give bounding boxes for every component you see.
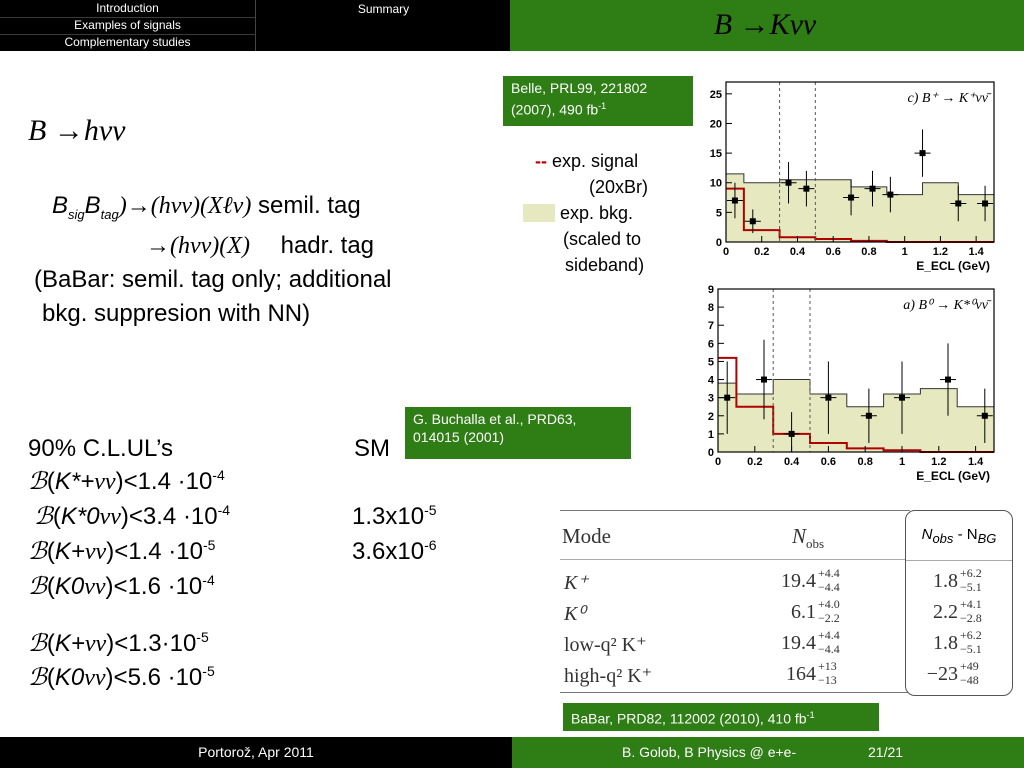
x-tick-label: 1	[901, 246, 908, 258]
row-diff-err: +6.2 −5.1	[960, 628, 982, 656]
x-tick-label: 0.8	[861, 246, 877, 258]
belle-plot-neutral	[700, 283, 1000, 493]
x-tick-label: 1.4	[967, 456, 984, 468]
limits-header-sm: SM	[354, 435, 390, 462]
limit-exp: -4	[202, 572, 215, 588]
limit-value: <1.4 ·10	[114, 538, 203, 565]
legend-bkg-note2: sideband)	[565, 255, 645, 275]
row-nobs: 19.4	[781, 632, 816, 654]
x-tick-label: 0	[714, 456, 722, 468]
data-point	[887, 192, 893, 198]
y-tick-label: 15	[709, 148, 722, 161]
nav-summary-label: Summary	[357, 2, 410, 16]
data-point	[732, 198, 738, 204]
table-rule	[906, 560, 1012, 561]
y-tick-label: 0	[715, 237, 722, 249]
data-point	[761, 377, 767, 383]
legend-bkg: exp. bkg.	[560, 203, 634, 223]
slide-title: B →Kνν	[713, 8, 817, 41]
row-mode: high-q² K⁺	[564, 665, 653, 687]
limit-value: <1.6 ·10	[113, 573, 203, 600]
limit-mode: K0	[54, 573, 85, 600]
row-mode: K⁰	[564, 603, 586, 625]
row-diff-err: +49 −48	[960, 659, 979, 687]
y-tick-label: 9	[707, 284, 714, 296]
data-point	[955, 200, 961, 206]
nav-sections	[0, 0, 255, 51]
data-point	[750, 218, 756, 224]
bkg-swatch	[523, 204, 555, 222]
limit-row: ℬ(K0νν)<1.6 $\cdot 10^{-4}$	[28, 572, 215, 600]
limit-value: <1.3·10	[114, 630, 197, 657]
table-row	[560, 597, 1012, 629]
row-mode: K⁺	[564, 572, 588, 594]
table-rule	[560, 559, 910, 560]
belle-reference: Belle, PRL99, 221802 (2007), 490 $fb^{-1}$	[503, 76, 693, 126]
footer-page-number: 21/21	[868, 744, 904, 760]
row-nobs-err: +4.4 −4.4	[818, 566, 840, 594]
sm-value: $1.3x10^{-5}$	[352, 502, 437, 530]
row-diff: 1.8	[933, 570, 958, 592]
footer-author	[512, 737, 1024, 768]
limit-exp: -5	[202, 537, 216, 553]
y-tick-label: 1	[707, 428, 714, 441]
row-nobs: 19.4	[781, 570, 816, 592]
tag2-label: hadr. tag	[280, 232, 375, 259]
x-tick-label: 0.2	[747, 456, 763, 468]
tag1-formula: )→(hνν)(Xℓν)	[118, 193, 252, 219]
x-tick-label: 0.6	[820, 456, 837, 468]
limit-mode: K+	[54, 538, 85, 565]
table-rule	[560, 692, 910, 693]
row-diff: 1.8	[933, 632, 958, 654]
col-header-nobs: $N_{obs}$	[792, 524, 825, 552]
limit-row: ℬ(K0νν)<5.6 $\cdot 10^{-5}$	[28, 663, 215, 691]
data-point	[982, 200, 988, 206]
babar-table	[560, 510, 1012, 695]
limit-mode: K0	[54, 664, 85, 691]
row-nobs-err: +4.0 −2.2	[818, 597, 840, 625]
table-row	[560, 659, 1012, 691]
limit-row: ℬ(K*0νν)<3.4 $\cdot 10^{-4}$	[34, 502, 231, 530]
limit-mode: K+	[54, 630, 85, 657]
limit-row: ℬ(K*+νν)<1.4 $\cdot 10^{-4}$	[28, 467, 225, 495]
data-point	[724, 395, 730, 401]
x-tick-label: 0	[722, 246, 730, 258]
y-tick-label: 20	[709, 118, 722, 131]
limit-row: $ℬ(K+\nu\nu)<1.3\cdot 10^{-5}$	[28, 629, 209, 657]
data-point	[825, 395, 831, 401]
data-point	[848, 195, 854, 201]
nav-introduction[interactable]: Introduction	[96, 1, 159, 15]
limit-row: ℬ(K+νν)<1.4 $\cdot 10^{-5}$	[28, 537, 216, 565]
y-tick-label: 0	[707, 447, 714, 459]
belle-plot-charged	[700, 78, 1000, 278]
x-tick-label: 1	[898, 456, 906, 468]
limits-header-ul: 90% C.L.UL’s	[28, 435, 173, 462]
x-tick-label: 1.2	[932, 246, 949, 258]
table-rule	[560, 510, 910, 511]
limit-mode: K*0	[60, 503, 100, 530]
limit-exp: -5	[202, 663, 215, 679]
signal-line-sample: --	[535, 151, 547, 171]
col-header-mode: Mode	[562, 524, 611, 548]
table-row	[560, 628, 1012, 660]
data-point	[982, 413, 988, 419]
y-tick-label: 8	[707, 302, 714, 315]
x-tick-label: 0.8	[857, 456, 873, 468]
nav-complementary[interactable]: Complementary studies	[64, 35, 191, 49]
y-tick-label: 5	[707, 356, 714, 369]
row-nobs: 164	[786, 663, 816, 685]
background-histogram	[726, 174, 994, 242]
y-tick-label: 6	[707, 338, 714, 351]
legend-bkg-note: (scaled to	[563, 229, 642, 249]
plot-legend	[535, 148, 648, 278]
x-axis-label: E_ECL (GeV)	[916, 259, 990, 273]
section-heading: B →hνν	[28, 114, 126, 147]
y-tick-label: 10	[709, 177, 722, 190]
background-histogram	[718, 380, 994, 452]
limit-exp: -4	[217, 502, 231, 518]
y-tick-label: 25	[709, 88, 722, 101]
row-diff-err: +6.2 −5.1	[960, 566, 982, 594]
tag2-formula: →(hνν)(X)	[146, 233, 250, 259]
sm-value: $3.6x10^{-6}$	[352, 537, 437, 565]
data-point	[789, 431, 795, 437]
row-nobs: 6.1	[791, 601, 816, 623]
buchalla-reference: G. Buchalla et al., PRD63, 014015 (2001)	[405, 407, 631, 459]
babar-reference: BaBar, PRD82, 112002 (2010), 410 $fb^{-1}$	[563, 703, 879, 731]
tag-line-semileptonic: $B_{sig}B_{tag})\to(h\nu\nu)(X\ell\nu)$ semil. tag	[52, 192, 361, 222]
footer-author-text: B. Golob, B Physics @ e+e-	[622, 744, 797, 760]
row-nobs-err: +13 −13	[818, 659, 837, 687]
table-row	[560, 566, 1012, 598]
tag1-label: semil. tag	[257, 192, 361, 219]
nav-summary[interactable]	[255, 0, 511, 51]
row-diff: 2.2	[933, 601, 958, 623]
y-tick-label: 3	[707, 392, 714, 405]
y-tick-label: 5	[715, 207, 722, 220]
x-tick-label: 0.2	[754, 246, 770, 258]
y-tick-label: 4	[707, 374, 714, 387]
limit-value: <1.4 ·10	[123, 468, 213, 495]
y-tick-label: 7	[707, 320, 714, 333]
x-tick-label: 1.4	[968, 246, 984, 258]
footer-location: Portorož, Apr 2011	[0, 737, 512, 768]
limit-exp: -5	[196, 629, 209, 645]
note-line-1: (BaBar: semil. tag only; additional	[34, 266, 392, 293]
x-tick-label: 0.6	[825, 246, 841, 258]
tag-line-hadronic	[146, 232, 374, 260]
x-tick-label: 0.4	[789, 246, 806, 258]
legend-signal: exp. signal	[552, 151, 639, 171]
x-tick-label: 1.2	[931, 456, 947, 468]
limit-exp: -4	[212, 467, 225, 483]
x-axis-label: E_ECL (GeV)	[916, 469, 990, 483]
data-point	[866, 413, 872, 419]
limit-value: <3.4 ·10	[128, 503, 218, 530]
row-mode: low-q² K⁺	[564, 634, 647, 656]
nav-examples[interactable]: Examples of signals	[74, 18, 181, 32]
row-diff: −23	[926, 663, 958, 685]
limit-value: <5.6 ·10	[113, 664, 203, 691]
data-point	[920, 150, 926, 156]
plot-title: a) B⁰ → K*⁰νν̄	[903, 298, 988, 313]
data-point	[899, 395, 905, 401]
legend-signal-note: (20xBr)	[589, 177, 649, 197]
data-point	[786, 180, 792, 186]
data-point	[803, 186, 809, 192]
data-point	[870, 186, 876, 192]
col-header-diff: $N_{obs} - N_{BG}$	[921, 526, 997, 546]
y-tick-label: 2	[707, 410, 714, 423]
data-point	[945, 377, 951, 383]
row-nobs-err: +4.4 −4.4	[818, 628, 840, 656]
plot-title: c) B⁺ → K⁺νν̄	[907, 91, 988, 106]
row-diff-err: +4.1 −2.8	[960, 597, 982, 625]
note-line-2: bkg. suppresion with NN)	[42, 300, 311, 327]
limit-mode: K*+	[54, 468, 95, 495]
x-tick-label: 0.4	[783, 456, 800, 468]
